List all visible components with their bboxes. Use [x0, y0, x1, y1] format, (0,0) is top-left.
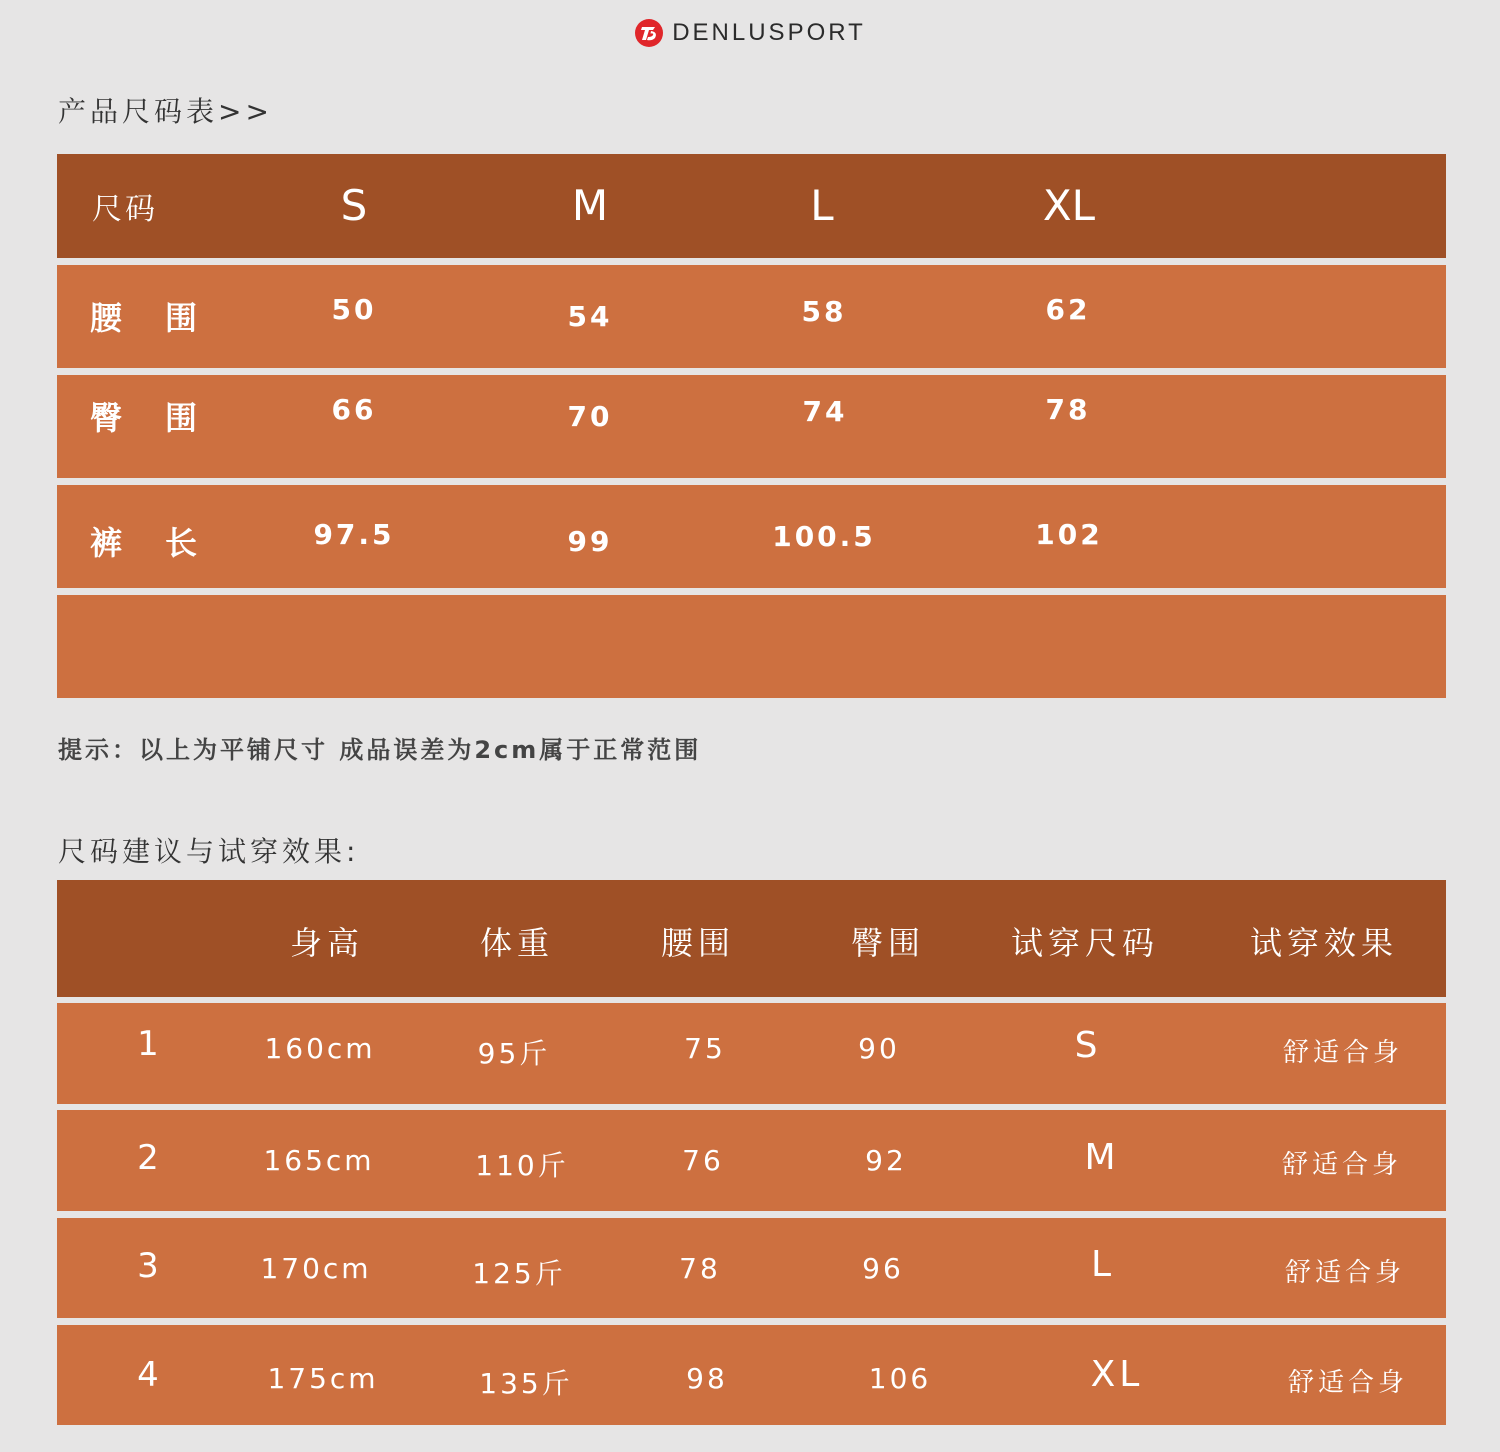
brand-logo-icon: [634, 18, 664, 48]
table-cell: 66: [331, 393, 377, 426]
cell-fit-size: S: [1074, 1025, 1102, 1066]
size-header-s: S: [340, 181, 368, 230]
cell-fit-effect: 舒适合身: [1284, 1258, 1406, 1288]
row-index: 1: [137, 1024, 159, 1064]
size-row-hip: [57, 375, 1446, 478]
row-index: 4: [137, 1355, 159, 1395]
row-label-char-1: 腰: [90, 299, 123, 337]
table-cell: 62: [1045, 293, 1091, 326]
size-header-label: 尺码: [92, 192, 158, 227]
size-header-m: M: [571, 181, 609, 230]
fit-row-4: [57, 1325, 1446, 1425]
cell-fit-effect: 舒适合身: [1282, 1038, 1404, 1068]
cell-weight: 110斤: [475, 1149, 569, 1182]
row-label-char-2: 长: [165, 524, 198, 562]
size-chart-header-row: [57, 154, 1446, 258]
row-index: 3: [137, 1246, 159, 1286]
cell-fit-effect: 舒适合身: [1281, 1150, 1403, 1180]
cell-waist: 76: [682, 1144, 724, 1177]
cell-hip: 96: [862, 1252, 904, 1285]
row-label-char-1: 臀: [90, 399, 123, 437]
fit-table-header-row: [57, 880, 1446, 997]
size-header-l: L: [810, 181, 834, 230]
cell-height: 170cm: [260, 1252, 372, 1285]
table-cell: 50: [331, 293, 377, 326]
row-label-char-2: 围: [165, 299, 198, 337]
table-cell: 54: [567, 300, 613, 333]
size-chart-title: 产品尺码表>>: [58, 95, 273, 128]
cell-fit-size: M: [1084, 1137, 1120, 1178]
cell-height: 175cm: [267, 1362, 379, 1395]
table-cell: 74: [802, 395, 848, 428]
brand-name: DENLUSPORT: [672, 19, 866, 46]
header-waist: 腰围: [660, 924, 736, 962]
table-cell: 70: [567, 400, 613, 433]
table-cell: 58: [801, 295, 847, 328]
size-header-xl: XL: [1042, 181, 1096, 230]
fit-row-3: [57, 1218, 1446, 1318]
table-cell: 78: [1045, 393, 1091, 426]
size-row-empty: [57, 595, 1446, 698]
row-label-char-2: 围: [165, 399, 198, 437]
header-height: 身高: [289, 924, 365, 962]
header-hip: 臀围: [850, 924, 926, 962]
cell-weight: 95斤: [477, 1037, 551, 1070]
cell-fit-size: XL: [1090, 1354, 1144, 1395]
cell-hip: 92: [865, 1144, 907, 1177]
size-row-length: [57, 485, 1446, 588]
row-index: 2: [137, 1138, 159, 1178]
cell-weight: 135斤: [479, 1367, 573, 1400]
fit-row-1: [57, 1003, 1446, 1104]
fit-table-title: 尺码建议与试穿效果:: [58, 835, 360, 868]
header-fit-effect: 试穿效果: [1249, 924, 1399, 962]
table-cell: 100.5: [772, 520, 876, 553]
fit-row-2: [57, 1110, 1446, 1211]
cell-fit-size: L: [1090, 1244, 1116, 1285]
size-row-waist: [57, 265, 1446, 368]
cell-fit-effect: 舒适合身: [1287, 1368, 1409, 1398]
cell-height: 165cm: [263, 1144, 375, 1177]
cell-waist: 98: [686, 1362, 728, 1395]
cell-height: 160cm: [264, 1032, 376, 1065]
cell-waist: 78: [679, 1252, 721, 1285]
header-fit-size: 试穿尺码: [1010, 924, 1160, 962]
table-cell: 99: [567, 525, 613, 558]
cell-waist: 75: [684, 1032, 726, 1065]
header-weight: 体重: [479, 924, 555, 962]
cell-hip: 106: [868, 1362, 932, 1395]
row-label-char-1: 裤: [90, 524, 123, 562]
cell-hip: 90: [858, 1032, 900, 1065]
brand-header: [0, 18, 1500, 48]
cell-weight: 125斤: [472, 1257, 566, 1290]
size-hint-text: 提示：以上为平铺尺寸 成品误差为2cm属于正常范围: [58, 736, 702, 764]
table-cell: 97.5: [313, 518, 395, 551]
table-cell: 102: [1035, 518, 1103, 551]
